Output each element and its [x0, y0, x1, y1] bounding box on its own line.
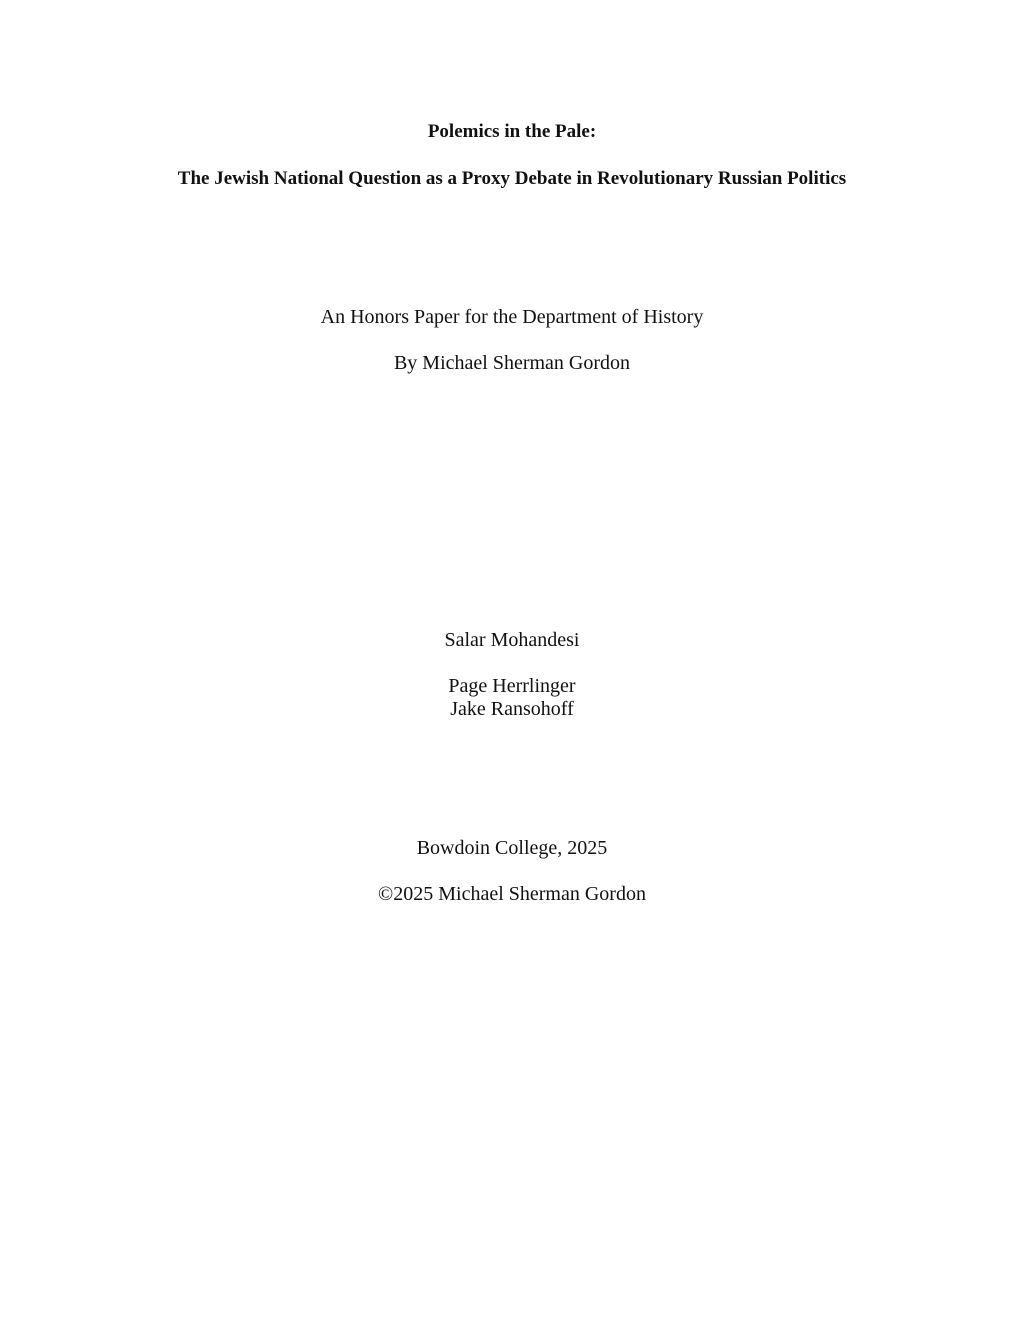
committee-member: Jake Ransohoff — [450, 698, 574, 720]
committee-member: Page Herrlinger — [448, 675, 576, 697]
paper-subtitle: The Jewish National Question as a Proxy Debate in Revolutionary Russian Politics — [177, 168, 847, 189]
paper-description: An Honors Paper for the Department of History — [320, 306, 704, 328]
advisor-name: Salar Mohandesi — [444, 629, 580, 651]
institution-year: Bowdoin College, 2025 — [416, 837, 608, 859]
copyright-notice: ©2025 Michael Sherman Gordon — [378, 883, 646, 905]
paper-title: Polemics in the Pale: — [427, 121, 597, 142]
author-line: By Michael Sherman Gordon — [393, 352, 631, 374]
